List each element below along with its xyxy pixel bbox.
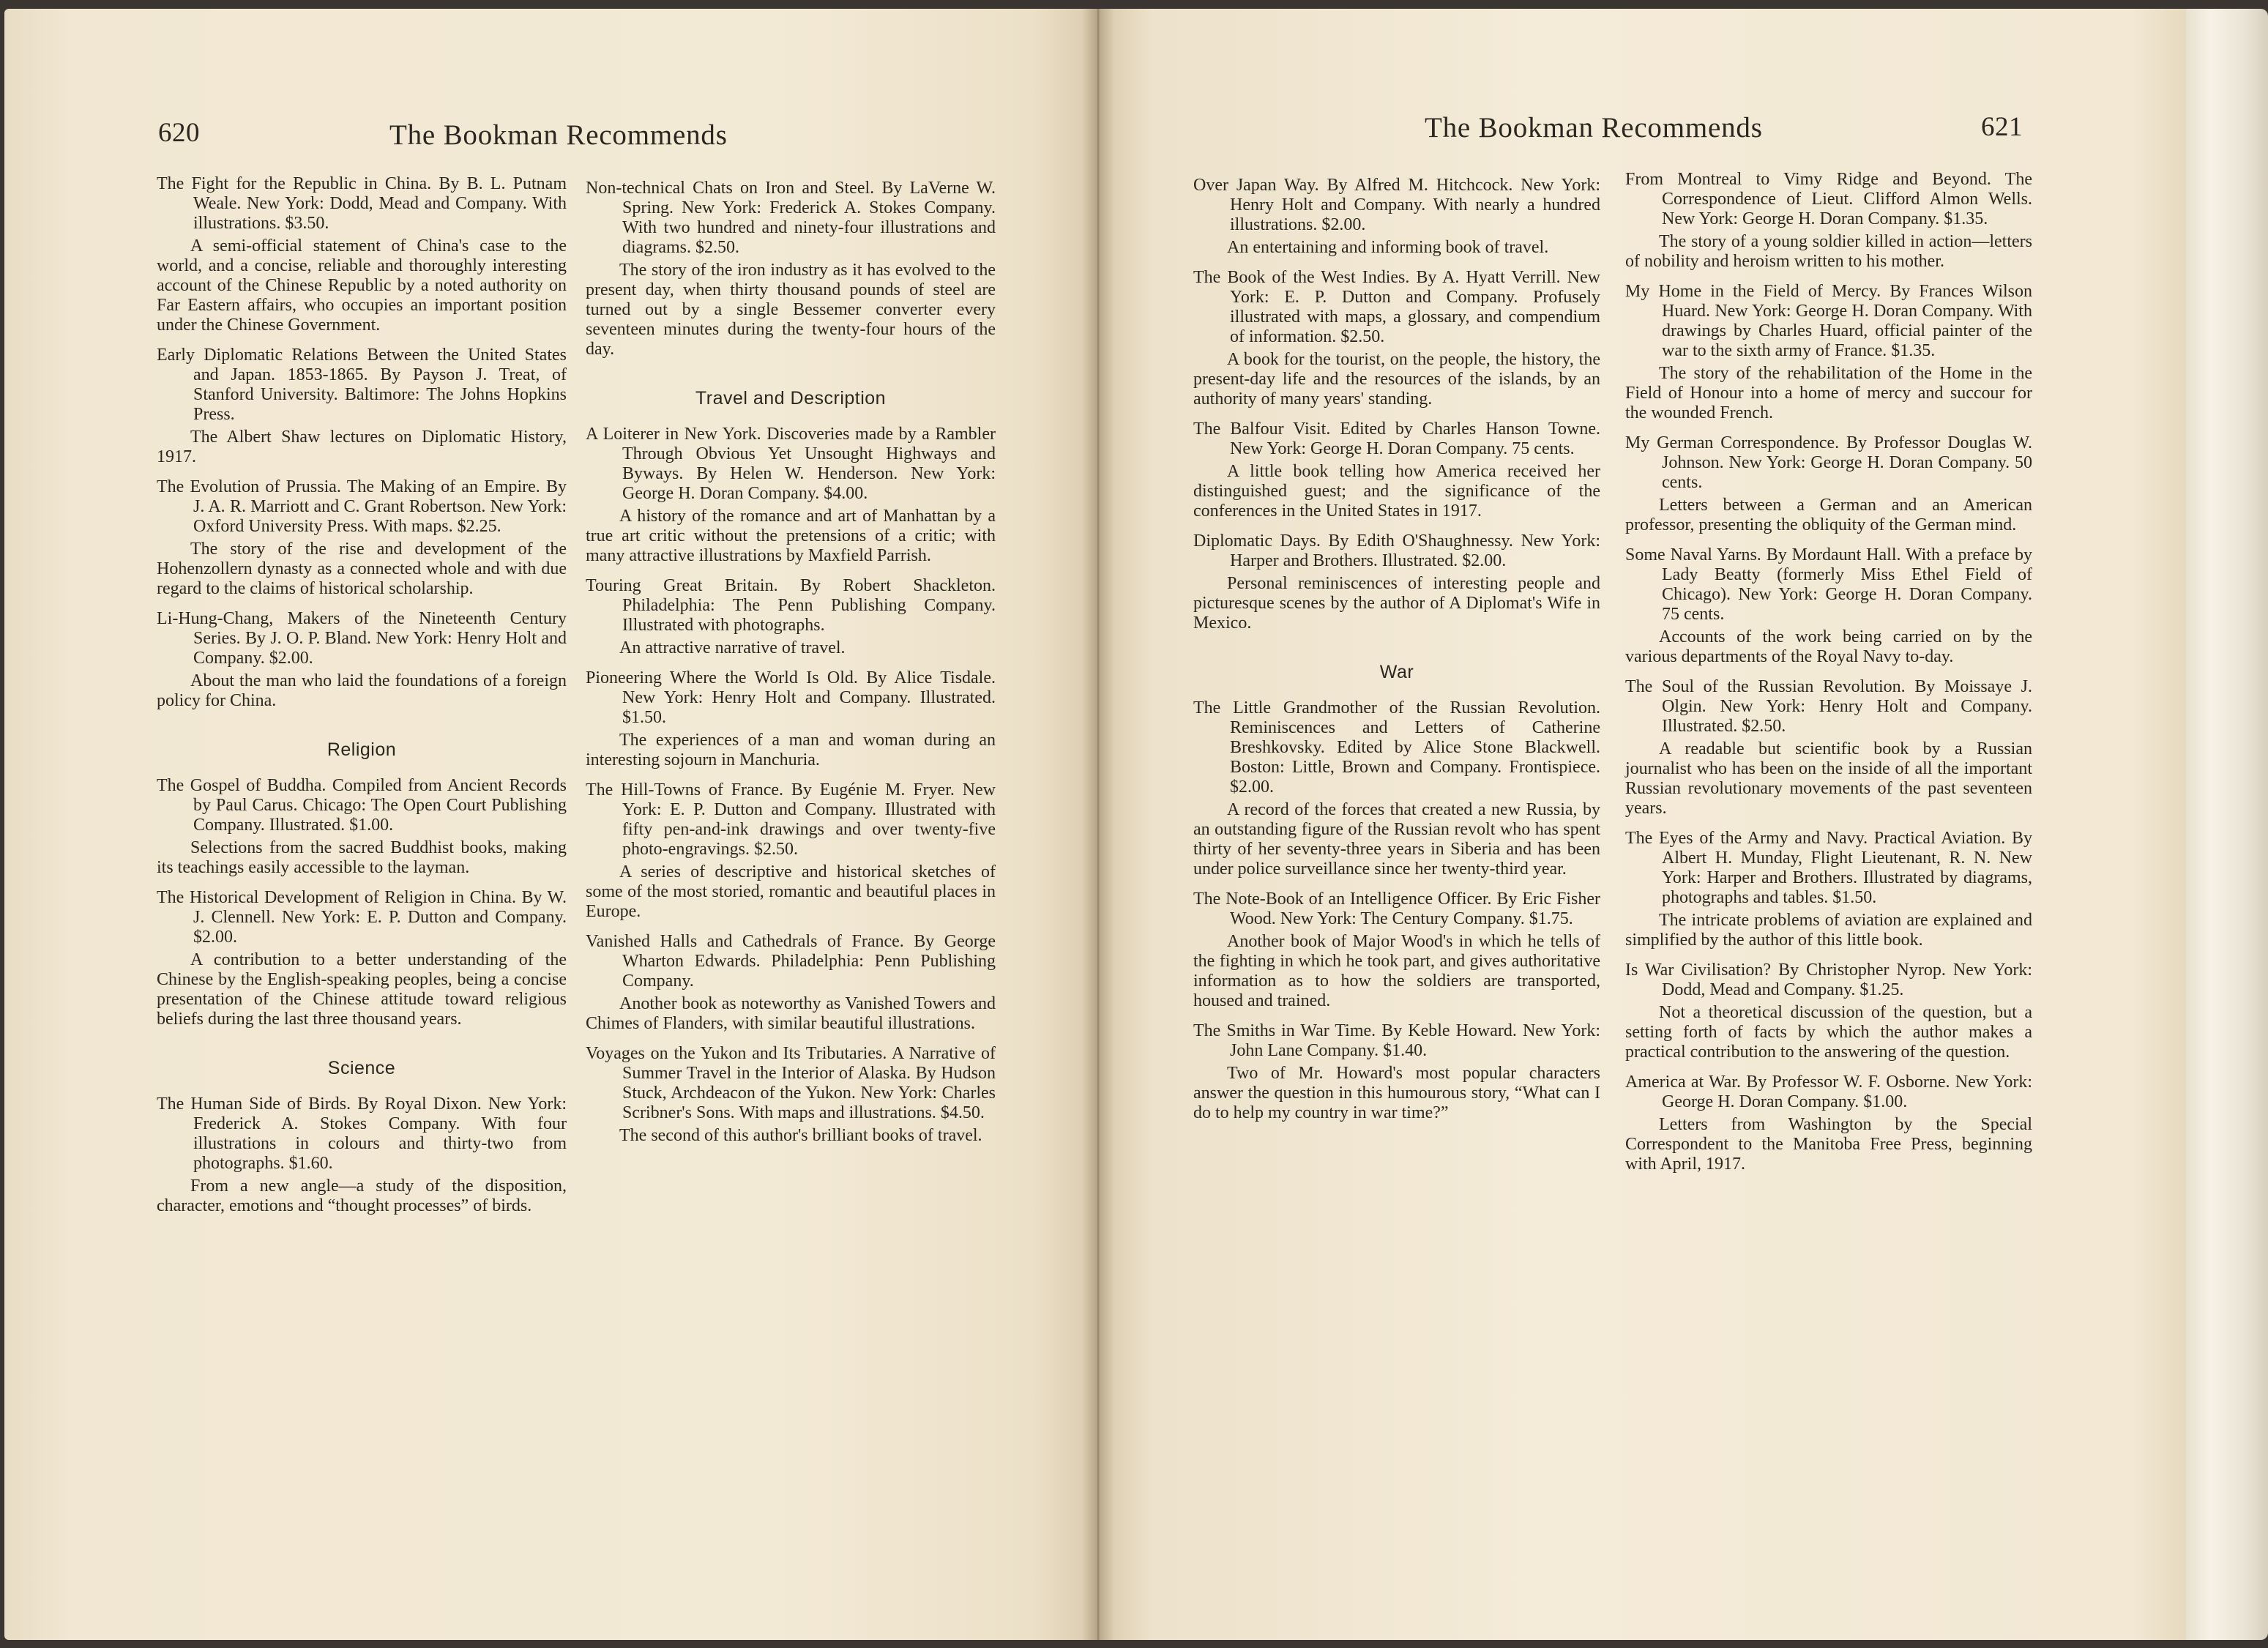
book-entry [1193,698,1600,879]
book-entry [1193,176,1600,258]
book-description: A history of the romance and art of Manhattan by a true art critic without the pretensions of a critic; with many attractive illustrations by Maxfield Parrish. [586,507,996,565]
book-citation: Over Japan Way. By Alfred M. Hitchcock. New York: Henry Holt and Company. With nearly a hundred illustrations. $2.00. [1193,176,1600,234]
book-description: The Albert Shaw lectures on Diplomatic History, 1917. [157,428,567,466]
book-entry [1625,1073,2032,1174]
book-description: Letters from Washington by the Special Correspondent to the Manitoba Free Press, beginning with April, 1917. [1625,1115,2032,1174]
book-entry [157,1095,567,1216]
book-citation: The Gospel of Buddha. Compiled from Ancient Records by Paul Carus. Chicago: The Open Court Publishing Company. Illustrated. $1.00. [157,776,567,835]
book-citation: The Little Grandmother of the Russian Revolution. Reminiscences and Letters of Catherine Breshkovsky. Edited by Alice Stone Blackwell. Boston: Little, Brown and Company. Frontispiece. $2.00. [1193,698,1600,797]
book-entry [586,932,996,1034]
book-entry [1193,268,1600,409]
book-entry [1625,170,2032,272]
book-entry [157,888,567,1029]
right-page [1098,9,2186,1640]
book-citation: Touring Great Britain. By Robert Shackleton. Philadelphia: The Penn Publishing Company. Illustrated with photographs. [586,576,996,635]
book-gutter [1082,9,1114,1640]
book-description: A book for the tourist, on the people, the history, the present-day life and the resources of the islands, by an authority of many years' standing. [1193,350,1600,409]
book-citation: The Smiths in War Time. By Keble Howard. New York: John Lane Company. $1.40. [1193,1021,1600,1060]
book-citation: The Fight for the Republic in China. By B. L. Putnam Weale. New York: Dodd, Mead and Company. With illustrations. $3.50. [157,174,567,233]
book-description: Letters between a German and an American professor, presenting the obliquity of the German mind. [1625,496,2032,534]
book-entry [1625,677,2032,819]
book-entry [586,668,996,770]
book-description: Two of Mr. Howard's most popular characters answer the question in this humourous story, “What can I do to help my country in war time?” [1193,1064,1600,1122]
book-description: The story of the rehabilitation of the Home in the Field of Honour into a home of mercy and succour for the wounded French. [1625,364,2032,422]
book-description: The story of a young soldier killed in action—letters of nobility and heroism written to his mother. [1625,232,2032,271]
book-entry [586,1044,996,1146]
book-citation: The Eyes of the Army and Navy. Practical Aviation. By Albert H. Munday, Flight Lieutenant, R. N. New York: Harper and Brothers. Illustrated by diagrams, photographs and tables. $1.50. [1625,829,2032,907]
book-entry [586,780,996,922]
right-page-column-1 [1193,176,1600,1133]
book-description: A series of descriptive and historical sketches of some of the most storied, romantic and beautiful places in Europe. [586,862,996,921]
book-entry [1193,1021,1600,1123]
book-entry [1625,282,2032,423]
book-entry [1625,545,2032,667]
book-description: From a new angle—a study of the disposition, character, emotions and “thought processes” of birds. [157,1177,567,1215]
book-citation: Pioneering Where the World Is Old. By Alice Tisdale. New York: Henry Holt and Company. Illustrated. $1.50. [586,668,996,727]
right-page-column-2 [1625,170,2032,1185]
page-number: 621 [1981,112,2023,142]
book-description: A semi-official statement of China's case to the world, and a concise, reliable and thoroughly interesting account of the Chinese Republic by a noted authority on Far Eastern affairs, who occupies an important position under the Chinese Government. [157,236,567,335]
book-citation: The Historical Development of Religion in China. By W. J. Clennell. New York: E. P. Dutton and Company. $2.00. [157,888,567,947]
book-description: The second of this author's brilliant books of travel. [619,1126,982,1145]
book-citation: Diplomatic Days. By Edith O'Shaughnessy. New York: Harper and Brothers. Illustrated. $2.00. [1193,532,1600,570]
book-description: Selections from the sacred Buddhist books, making its teachings easily accessible to the layman. [157,838,567,877]
running-head: The Bookman Recommends [1425,112,1763,143]
book-entry [1193,890,1600,1011]
book-description: Not a theoretical discussion of the question, but a setting forth of facts by which the author makes a practical contribution to the answering of the question. [1625,1003,2032,1062]
book-description: An entertaining and informing book of travel. [1227,238,1549,257]
left-page [4,9,1098,1640]
book-citation: Is War Civilisation? By Christopher Nyrop. New York: Dodd, Mead and Company. $1.25. [1625,961,2032,999]
book-description: A little book telling how America received her distinguished guest; and the significance of the conferences in the United States in 1917. [1193,462,1600,521]
book-citation: From Montreal to Vimy Ridge and Beyond. The Correspondence of Lieut. Clifford Almon Wells. New York: George H. Doran Company. $1.35. [1625,170,2032,228]
book-citation: Voyages on the Yukon and Its Tributaries. A Narrative of Summer Travel in the Interior of Alaska. By Hudson Stuck, Archdeacon of the Yukon. New York: Charles Scribner's Sons. With maps and illustrations. $4.50. [586,1044,996,1122]
book-citation: Early Diplomatic Relations Between the United States and Japan. 1853-1865. By Payson J. Treat, of Stanford University. Baltimore: The Johns Hopkins Press. [157,346,567,424]
book-description: Accounts of the work being carried on by the various departments of the Royal Navy to-day. [1625,627,2032,666]
book-citation: The Evolution of Prussia. The Making of an Empire. By J. A. R. Marriott and C. Grant Robertson. New York: Oxford University Press. With maps. $2.25. [157,477,567,536]
book-entry [157,346,567,467]
book-description: The experiences of a man and woman during an interesting sojourn in Manchuria. [586,731,996,769]
book-entry [586,425,996,566]
page-edges [2186,9,2268,1640]
book-entry [157,776,567,878]
section-heading: Science [327,1058,396,1078]
book-citation: The Book of the West Indies. By A. Hyatt Verrill. New York: E. P. Dutton and Company. Profusely illustrated with maps, a glossary, and compendium of information. $2.50. [1193,268,1600,346]
book-description: About the man who laid the foundations of a foreign policy for China. [157,671,567,710]
book-description: An attractive narrative of travel. [619,638,846,657]
book-citation: The Note-Book of an Intelligence Officer. By Eric Fisher Wood. New York: The Century Company. $1.75. [1193,890,1600,928]
book-description: A contribution to a better understanding of the Chinese by the English-speaking peoples, being a concise presentation of the Chinese attitude toward religious beliefs during the last three thousand years. [157,950,567,1029]
book-description: Another book of Major Wood's in which he tells of the fighting in which he took part, and gives authoritative information as to how the soldiers are transported, housed and trained. [1193,932,1600,1010]
book-description: A readable but scientific book by a Russian journalist who has been on the inside of all the important Russian revolutionary movements of the past seventeen years. [1625,739,2032,818]
book-entry [586,576,996,658]
book-citation: Some Naval Yarns. By Mordaunt Hall. With a preface by Lady Beatty (formerly Miss Ethel Field of Chicago). New York: George H. Doran Company. 75 cents. [1625,545,2032,624]
book-entry [1625,829,2032,950]
book-description: Another book as noteworthy as Vanished Towers and Chimes of Flanders, with similar beautiful illustrations. [586,994,996,1033]
book-description: The intricate problems of aviation are explained and simplified by the author of this little book. [1625,911,2032,950]
book-entry [157,174,567,335]
book-citation: The Balfour Visit. Edited by Charles Hanson Towne. New York: George H. Doran Company. 75 cents. [1193,420,1600,458]
book-citation: Vanished Halls and Cathedrals of France. By George Wharton Edwards. Philadelphia: Penn Publishing Company. [586,932,996,991]
section-heading: Travel and Description [695,388,887,409]
left-page-column-2 [586,179,996,1156]
book-description: Personal reminiscences of interesting people and picturesque scenes by the author of A Diplomat's Wife in Mexico. [1193,574,1600,633]
section-heading: Religion [327,739,397,760]
book-citation: The Human Side of Birds. By Royal Dixon. New York: Frederick A. Stokes Company. With four illustrations in colours and thirty-two from photographs. $1.60. [157,1095,567,1173]
running-head: The Bookman Recommends [389,119,728,151]
book-entry [586,179,996,359]
book-citation: My Home in the Field of Mercy. By Frances Wilson Huard. New York: George H. Doran Company. With drawings by Charles Huard, official painter of the war to the sixth army of France. $1.35. [1625,282,2032,360]
book-entry [157,477,567,599]
book-entry [1625,961,2032,1062]
section-heading: War [1379,662,1414,682]
book-entry [157,609,567,711]
book-citation: A Loiterer in New York. Discoveries made by a Rambler Through Obvious Yet Unsought Highways and Byways. By Helen W. Henderson. New York: George H. Doran Company. $4.00. [586,425,996,503]
book-citation: Non-technical Chats on Iron and Steel. By LaVerne W. Spring. New York: Frederick A. Stokes Company. With two hundred and ninety-four illustrations and diagrams. $2.50. [586,179,996,257]
book-description: The story of the iron industry as it has evolved to the present day, when thirty thousand pounds of steel are turned out by a single Bessemer converter every seventeen minutes during the twenty-four hours of the day. [586,261,996,359]
book-description: The story of the rise and development of the Hohenzollern dynasty as a connected whole and with due regard to the claims of historical scholarship. [157,540,567,598]
page-number: 620 [158,118,200,148]
book-description: A record of the forces that created a new Russia, by an outstanding figure of the Russian revolt who has spent thirty of her seventy-three years in Siberia and has been under police surveillance since her twenty-third year. [1193,800,1600,879]
book-entry [1193,532,1600,633]
book-citation: The Hill-Towns of France. By Eugénie M. Fryer. New York: E. P. Dutton and Company. Illustrated with fifty pen-and-ink drawings and over twenty-five photo-engravings. $2.50. [586,780,996,859]
book-citation: Li-Hung-Chang, Makers of the Nineteenth Century Series. By J. O. P. Bland. New York: Henry Holt and Company. $2.00. [157,609,567,668]
book-citation: My German Correspondence. By Professor Douglas W. Johnson. New York: George H. Doran Company. 50 cents. [1625,433,2032,492]
book-entry [1625,433,2032,535]
left-page-column-1 [157,174,567,1226]
book-citation: The Soul of the Russian Revolution. By Moissaye J. Olgin. New York: Henry Holt and Company. Illustrated. $2.50. [1625,677,2032,736]
book-entry [1193,420,1600,521]
book-citation: America at War. By Professor W. F. Osborne. New York: George H. Doran Company. $1.00. [1625,1073,2032,1111]
